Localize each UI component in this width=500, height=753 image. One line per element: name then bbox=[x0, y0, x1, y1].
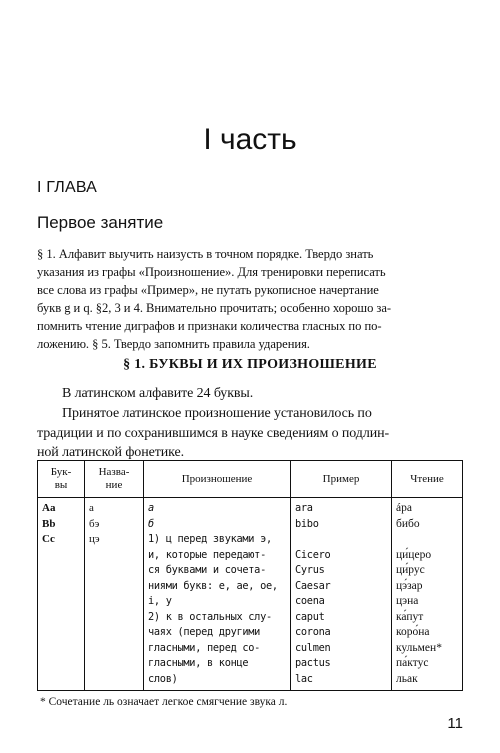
example-word: Cyrus bbox=[295, 564, 325, 576]
header-names bbox=[85, 461, 144, 498]
lesson-text-line: букв g и q. §2, 3 и 4. Внимательно прочитать; особенно хорошо за- bbox=[37, 301, 392, 315]
reading-cell bbox=[392, 498, 463, 691]
example-word: culmen bbox=[295, 641, 331, 654]
reading-word: льак bbox=[396, 672, 418, 685]
lesson-text-line: § 1. Алфавит выучить наизусть в точном порядке. Твердо знать bbox=[37, 247, 374, 261]
reading-word: кульмен* bbox=[396, 641, 442, 654]
header-names-line: Назва- bbox=[98, 466, 130, 478]
alphabet-table bbox=[37, 460, 463, 691]
body-line: Принятое латинское произношение установилось по bbox=[62, 406, 372, 421]
header-pronunciation: Произношение bbox=[144, 461, 291, 498]
example-word: pactus bbox=[295, 657, 331, 669]
header-letters-line: вы bbox=[54, 479, 68, 491]
pronunciation-line: i, y bbox=[148, 595, 172, 607]
lesson-text-line: все слова из графы «Пример», не путать рукописное начертание bbox=[37, 283, 379, 297]
letter-pair: Bb bbox=[42, 517, 56, 530]
reading-word: цэ́зар bbox=[396, 579, 423, 592]
reading-word: ци́церо bbox=[396, 548, 432, 561]
part-title: I часть bbox=[203, 123, 297, 156]
body-line: В латинском алфавите 24 буквы. bbox=[62, 386, 254, 401]
section-heading: § 1. БУКВЫ И ИХ ПРОИЗНОШЕНИЕ bbox=[123, 357, 377, 372]
body-line: традиции и по сохранившимся в науке сведениям о подлин- bbox=[37, 426, 390, 441]
pronunciation-line: слов) bbox=[148, 672, 178, 685]
header-example: Пример bbox=[291, 461, 392, 498]
reading-word: бибо bbox=[396, 517, 420, 530]
pronunciation-line: б bbox=[148, 517, 154, 530]
example-word: coena bbox=[295, 595, 325, 607]
reading-word bbox=[396, 532, 458, 548]
footnote-divider bbox=[37, 690, 162, 691]
pronunciation-line: гласными, перед со- bbox=[148, 641, 261, 654]
pronunciation-line: ся буквами и сочета- bbox=[148, 564, 266, 576]
pronunciation-line: ниями букв: e, ae, oe, bbox=[148, 579, 278, 592]
letter-pair: Aa bbox=[42, 502, 56, 514]
header-letters-line: Бук- bbox=[50, 466, 72, 478]
example-cell bbox=[291, 498, 392, 691]
footnote: * Сочетание ль означает легкое смягчение звука л. bbox=[40, 696, 288, 708]
header-names-line: ние bbox=[105, 479, 123, 491]
lesson-text-line: ложению. § 5. Твердо запомнить правила ударения. bbox=[37, 337, 310, 351]
example-word: Cicero bbox=[295, 548, 331, 561]
table-header-row bbox=[38, 461, 463, 498]
chapter-title: I ГЛАВА bbox=[37, 179, 98, 196]
reading-word: коро́на bbox=[396, 626, 430, 638]
reading-word: áра bbox=[396, 502, 412, 514]
example-word: caput bbox=[295, 610, 325, 623]
example-word bbox=[295, 532, 387, 548]
pronunciation-line: 1) ц перед звуками э, bbox=[148, 533, 272, 545]
reading-word: ци́рус bbox=[396, 564, 425, 576]
letter-pair: Cc bbox=[42, 533, 55, 545]
example-word: Caesar bbox=[295, 579, 331, 592]
example-word: bibo bbox=[295, 517, 319, 530]
pronunciation-line: а bbox=[148, 502, 154, 514]
pronunciation-cell bbox=[144, 498, 291, 691]
reading-word: па́ктус bbox=[396, 657, 429, 669]
pronunciation-line: чаях (перед другими bbox=[148, 626, 261, 638]
example-word: lac bbox=[295, 672, 313, 685]
header-letters bbox=[38, 461, 85, 498]
lesson-text-line: указания из графы «Произношение». Для тренировки переписать bbox=[37, 265, 386, 279]
letter-name: бэ bbox=[89, 517, 100, 530]
pronunciation-line: гласными, в конце bbox=[148, 657, 249, 669]
letters-cell bbox=[38, 498, 85, 691]
header-reading: Чтение bbox=[392, 461, 463, 498]
body-line: ной латинской фонетике. bbox=[37, 445, 184, 460]
letter-name: цэ bbox=[89, 533, 100, 545]
lesson-text-line: помнить чтение диграфов и признаки количества гласных по по- bbox=[37, 319, 382, 333]
names-cell bbox=[85, 498, 144, 691]
pronunciation-line: 2) к в остальных слу- bbox=[148, 610, 272, 623]
reading-word: цэна bbox=[396, 595, 419, 607]
example-word: ara bbox=[295, 502, 313, 514]
table-row bbox=[38, 498, 463, 691]
lesson-title: Первое занятие bbox=[37, 213, 164, 232]
letter-name: а bbox=[89, 502, 94, 514]
example-word: corona bbox=[295, 626, 331, 638]
reading-word: ка́пут bbox=[396, 610, 424, 623]
page-number: 11 bbox=[447, 715, 463, 732]
pronunciation-line: и, которые передают- bbox=[148, 548, 266, 561]
